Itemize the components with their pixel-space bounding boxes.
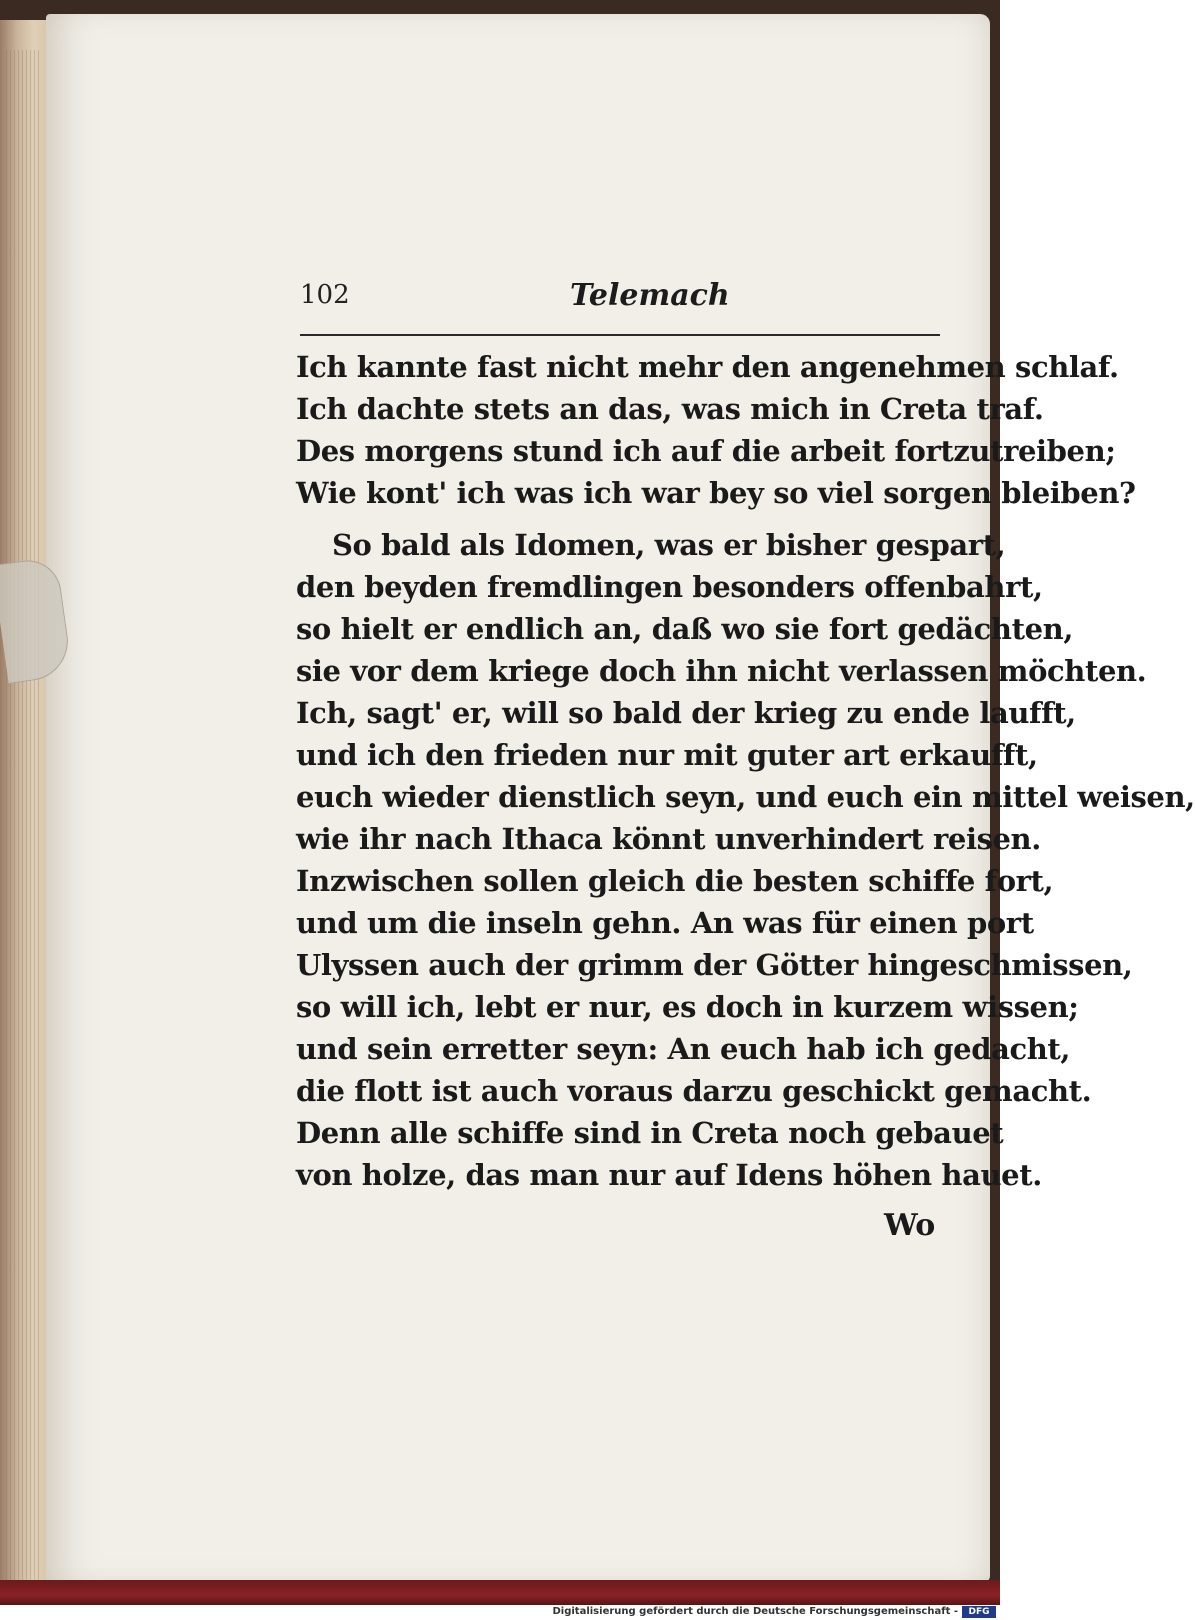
text-line: die flott ist auch voraus darzu geschickt gemacht. bbox=[296, 1074, 1092, 1108]
text-line: Ich, sagt' er, will so bald der krieg zu ende laufft, bbox=[296, 696, 1076, 730]
text-line: den beyden fremdlingen besonders offenbahrt, bbox=[296, 570, 1043, 604]
text-line: euch wieder dienstlich seyn, und euch ein mittel weisen, bbox=[296, 780, 1195, 814]
page-number: 102 bbox=[300, 280, 350, 310]
running-title: Telemach bbox=[570, 278, 730, 313]
text-line: Ich dachte stets an das, was mich in Creta traf. bbox=[296, 392, 1044, 426]
text-line: Ich kannte fast nicht mehr den angenehmen schlaf. bbox=[296, 350, 1119, 384]
text-line: und sein erretter seyn: An euch hab ich gedacht, bbox=[296, 1032, 1071, 1066]
text-line: so hielt er endlich an, daß wo sie fort gedächten, bbox=[296, 612, 1074, 646]
text-line: sie vor dem kriege doch ihn nicht verlassen möchten. bbox=[296, 654, 1147, 688]
text-line: Wie kont' ich was ich war bey so viel sorgen bleiben? bbox=[296, 476, 1136, 510]
text-line: So bald als Idomen, was er bisher gespart, bbox=[332, 528, 1006, 562]
text-line: Ulyssen auch der grimm der Götter hingeschmissen, bbox=[296, 948, 1133, 982]
text-line: und ich den frieden nur mit guter art erkaufft, bbox=[296, 738, 1038, 772]
text-line: so will ich, lebt er nur, es doch in kurzem wissen; bbox=[296, 990, 1079, 1024]
footer-credit: Digitalisierung gefördert durch die Deutsche Forschungsgemeinschaft - bbox=[552, 1606, 958, 1617]
catchword: Wo bbox=[884, 1208, 936, 1243]
text-line: wie ihr nach Ithaca könnt unverhindert reisen. bbox=[296, 822, 1041, 856]
text-line: und um die inseln gehn. An was für einen port bbox=[296, 906, 1034, 940]
text-line: Inzwischen sollen gleich die besten schiffe fort, bbox=[296, 864, 1054, 898]
text-line: Des morgens stund ich auf die arbeit fortzutreiben; bbox=[296, 434, 1116, 468]
page-header bbox=[300, 280, 940, 320]
text-line: von holze, das man nur auf Idens höhen hauet. bbox=[296, 1158, 1042, 1192]
text-line: Denn alle schiffe sind in Creta noch gebauet bbox=[296, 1116, 1004, 1150]
book-cover-edge bbox=[0, 1580, 1000, 1605]
dfg-logo-icon: DFG bbox=[962, 1606, 996, 1618]
page-edges bbox=[0, 20, 48, 1580]
poem-text bbox=[296, 346, 1195, 1196]
header-rule bbox=[300, 334, 940, 336]
